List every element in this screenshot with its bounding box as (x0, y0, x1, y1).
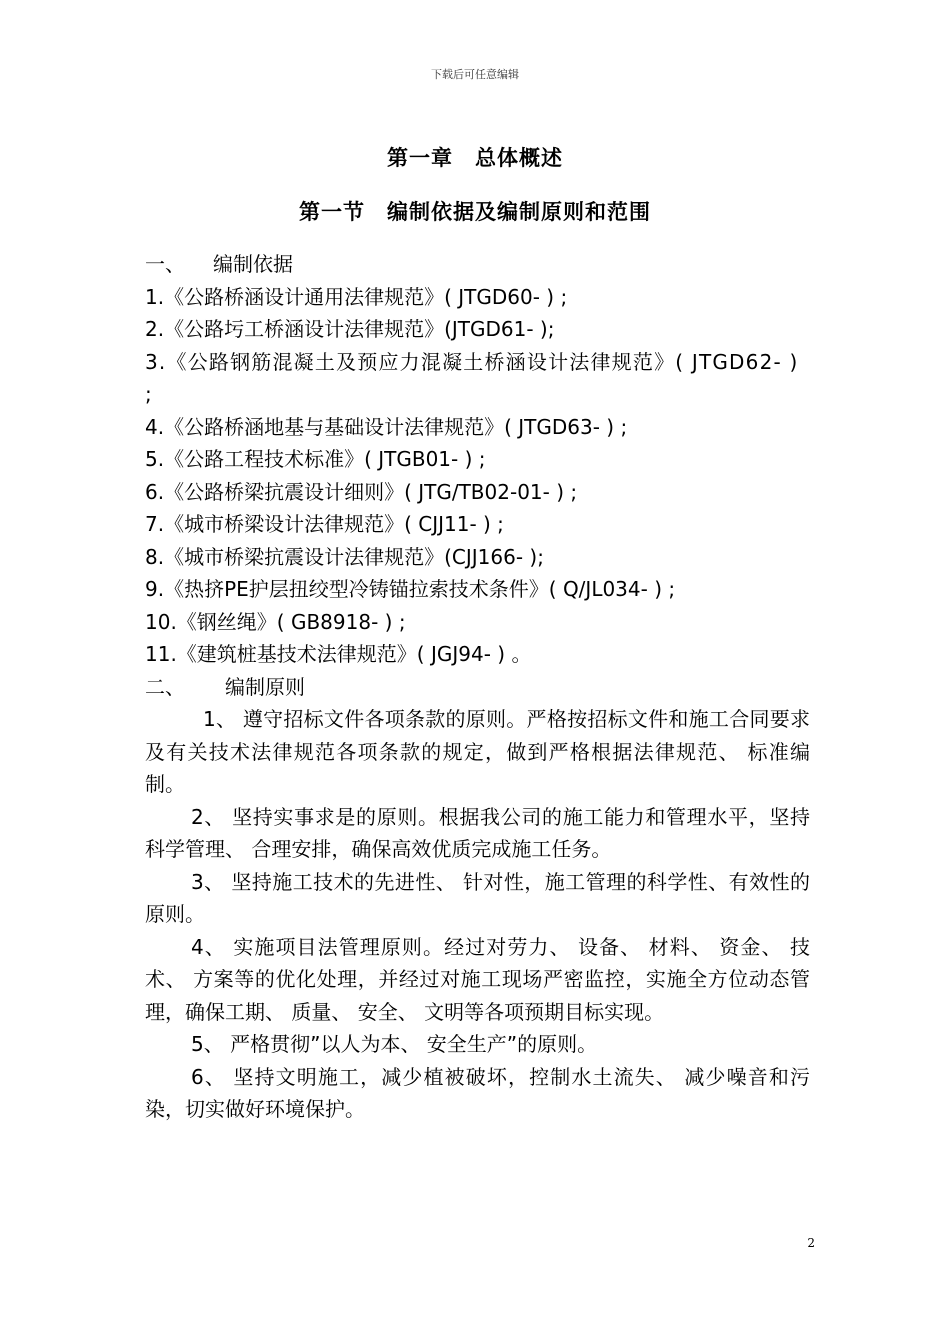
page-header: 下载后可任意编辑 (431, 68, 519, 81)
list-item: 8.《城市桥梁抗震设计法律规范》(CJJ166- ); (145, 544, 544, 569)
list-item: 7.《城市桥梁设计法律规范》( CJJ11- ) ; (145, 512, 504, 536)
list-item: 11.《建筑桩基技术法律规范》( JGJ94- ) 。 (145, 642, 532, 666)
list-item: 6.《公路桥梁抗震设计细则》( JTG/TB02-01- ) ; (145, 479, 578, 504)
list-item: 2.《公路圬工桥涵设计法律规范》(JTGD61- ); (145, 317, 555, 341)
chapter-title: 第一章 总体概述 (387, 146, 563, 170)
document-body (145, 248, 810, 1126)
principle-paragraph: 3、 坚持施工技术的先进性、 针对性，施工管理的科学性、有效性的原则。 (145, 869, 810, 926)
principles-heading (145, 671, 810, 704)
principle-paragraph: 4、 实施项目法管理原则。经过对劳力、 设备、 材料、 资金、 技术、 方案等的优化处理，并经过对施工现场严密监控，实施全方位动态管理，确保工期、 质量、 安全、 文明等各项预期目标实现。 (145, 934, 810, 1024)
page-number: 2 (807, 1236, 815, 1250)
principle-paragraph: 6、 坚持文明施工，减少植被破坏，控制水土流失、 减少噪音和污染，切实做好环境保护。 (145, 1064, 810, 1121)
heading-number: 一、 (145, 252, 185, 276)
list-item: 10.《钢丝绳》( GB8918- ) ; (145, 609, 406, 634)
list-item: 3.《公路钢筋混凝土及预应力混凝土桥涵设计法律规范》( JTGD62- ) ; (145, 349, 799, 406)
heading-number: 二、 (145, 674, 185, 699)
section-title: 第一节 编制依据及编制原则和范围 (299, 200, 651, 224)
basis-heading (145, 248, 810, 281)
principle-paragraph: 1、 遵守招标文件各项条款的原则。严格按招标文件和施工合同要求及有关技术法律规范各项条款的规定，做到严格根据法律规范、 标准编制。 (145, 707, 810, 796)
principle-paragraph: 2、 坚持实事求是的原则。根据我公司的施工能力和管理水平，坚持科学管理、 合理安排，确保高效优质完成施工任务。 (145, 804, 810, 861)
list-item: 9.《热挤PE护层扭绞型冷铸锚拉索技术条件》( Q/JL034- ) ; (145, 577, 676, 601)
list-item: 5.《公路工程技术标准》( JTGB01- ) ; (145, 447, 486, 471)
list-item: 4.《公路桥涵地基与基础设计法律规范》( JTGD63- ) ; (145, 414, 628, 439)
heading-text: 编制依据 (213, 252, 293, 276)
heading-text: 编制原则 (225, 674, 305, 699)
principle-paragraph: 5、 严格贯彻”以人为本、 安全生产”的原则。 (191, 1032, 598, 1056)
list-item: 1.《公路桥涵设计通用法律规范》( JTGD60- ) ; (145, 284, 568, 309)
